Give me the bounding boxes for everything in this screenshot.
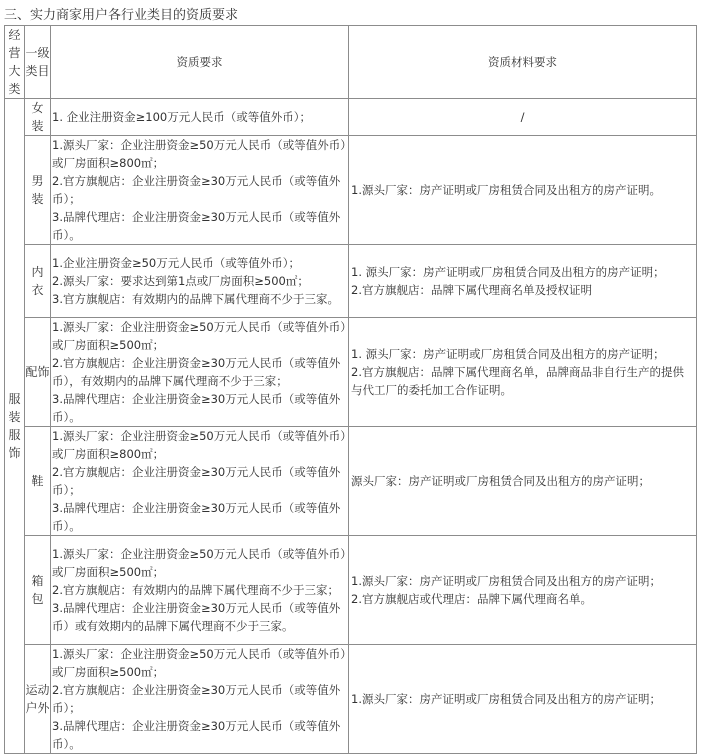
requirement-line: 3.品牌代理店：企业注册资金≥30万元人民币（或等值外币）或有效期内的品牌下属代理商不少于三家。	[52, 601, 341, 633]
subcategory-label: 配饰	[25, 365, 50, 379]
requirements-cell	[51, 427, 349, 536]
qualification-table	[4, 25, 697, 754]
material-line: 1.源头厂家：房产证明或厂房租赁合同及出租方的房产证明；	[351, 574, 661, 588]
requirement-line: 3.品牌代理店：企业注册资金≥30万元人民币（或等值外币）。	[52, 210, 341, 242]
materials-cell	[349, 645, 697, 754]
subcategory-label: 运动户外	[25, 683, 50, 715]
header-requirements: 资质要求	[51, 26, 349, 99]
requirement-line: 1.源头厂家：企业注册资金≥50万元人民币（或等值外币）或厂房面积≥800㎡；	[52, 138, 346, 170]
subcategory-cell	[25, 645, 51, 754]
table-row	[5, 136, 697, 245]
table-row	[5, 318, 697, 427]
subcategory-cell	[25, 136, 51, 245]
requirement-line: 2.源头厂家：要求达到第1点或厂房面积≥500㎡；	[52, 274, 309, 288]
requirement-line: 2.官方旗舰店：企业注册资金≥30万元人民币（或等值外币）；	[52, 465, 341, 497]
materials-cell	[349, 245, 697, 318]
requirements-cell	[51, 318, 349, 427]
material-line: 2.官方旗舰店或代理店：品牌下属代理商名单。	[351, 592, 592, 606]
subcategory-cell	[25, 318, 51, 427]
material-line: 2.官方旗舰店：品牌下属代理商名单，品牌商品非自行生产的提供与代工厂的委托加工合作证明。	[351, 365, 684, 397]
requirement-line: 3.品牌代理店：企业注册资金≥30万元人民币（或等值外币）。	[52, 392, 341, 424]
materials-cell	[349, 136, 697, 245]
table-row	[5, 536, 697, 645]
requirement-line: 1.企业注册资金≥50万元人民币（或等值外币）；	[52, 256, 300, 270]
requirement-line: 3.品牌代理店：企业注册资金≥30万元人民币（或等值外币）。	[52, 501, 341, 533]
requirement-line: 1. 企业注册资金≥100万元人民币（或等值外币）；	[52, 110, 311, 124]
material-line: 1. 源头厂家：房产证明或厂房租赁合同及出租方的房产证明；	[351, 265, 665, 279]
header-subcategory-label: 一级类目	[25, 46, 50, 78]
material-line: 1.源头厂家：房产证明或厂房租赁合同及出租方的房产证明。	[351, 183, 661, 197]
materials-cell	[349, 427, 697, 536]
header-category	[5, 26, 25, 99]
requirement-line: 1.源头厂家：企业注册资金≥50万元人民币（或等值外币）或厂房面积≥500㎡；	[52, 547, 346, 579]
header-materials: 资质材料要求	[349, 26, 697, 99]
header-category-label: 经营大类	[8, 28, 21, 96]
requirement-line: 2.官方旗舰店：企业注册资金≥30万元人民币（或等值外币）；	[52, 683, 341, 715]
subcategory-cell	[25, 427, 51, 536]
material-line: /	[520, 110, 525, 124]
subcategory-cell	[25, 245, 51, 318]
table-body	[5, 26, 697, 754]
category-label: 服装服饰	[8, 392, 21, 460]
materials-cell	[349, 318, 697, 427]
requirement-line: 3.官方旗舰店：有效期内的品牌下属代理商不少于三家。	[52, 292, 339, 306]
requirements-cell	[51, 645, 349, 754]
header-row	[5, 26, 697, 99]
materials-cell	[349, 536, 697, 645]
section-title: 三、实力商家用户各行业类目的资质要求	[4, 8, 239, 23]
subcategory-cell	[25, 536, 51, 645]
materials-cell	[349, 99, 697, 136]
subcategory-label: 男装	[31, 174, 44, 206]
requirements-cell	[51, 136, 349, 245]
requirements-cell	[51, 99, 349, 136]
requirement-line: 1.源头厂家：企业注册资金≥50万元人民币（或等值外币）或厂房面积≥800㎡；	[52, 429, 346, 461]
material-line: 源头厂家：房产证明或厂房租赁合同及出租方的房产证明；	[351, 474, 650, 488]
requirement-line: 2.官方旗舰店：企业注册资金≥30万元人民币（或等值外币）；	[52, 174, 341, 206]
requirement-line: 2.官方旗舰店：企业注册资金≥30万元人民币（或等值外币），有效期内的品牌下属代理商不少于三家；	[52, 356, 341, 388]
requirements-cell	[51, 536, 349, 645]
table-row	[5, 645, 697, 754]
table-row	[5, 245, 697, 318]
category-cell	[5, 99, 25, 754]
requirement-line: 1.源头厂家：企业注册资金≥50万元人民币（或等值外币）或厂房面积≥500㎡；	[52, 647, 346, 679]
subcategory-label: 鞋	[31, 474, 44, 488]
requirement-line: 1.源头厂家：企业注册资金≥50万元人民币（或等值外币）或厂房面积≥500㎡；	[52, 320, 346, 352]
material-line: 1.源头厂家：房产证明或厂房租赁合同及出租方的房产证明；	[351, 692, 661, 706]
requirement-line: 3.品牌代理店：企业注册资金≥30万元人民币（或等值外币）。	[52, 719, 341, 751]
subcategory-label: 箱包	[31, 574, 44, 606]
requirements-cell	[51, 245, 349, 318]
header-subcategory	[25, 26, 51, 99]
requirement-line: 2.官方旗舰店：有效期内的品牌下属代理商不少于三家；	[52, 583, 339, 597]
table-row	[5, 99, 697, 136]
material-line: 1. 源头厂家：房产证明或厂房租赁合同及出租方的房产证明；	[351, 347, 665, 361]
table-row	[5, 427, 697, 536]
material-line: 2.官方旗舰店：品牌下属代理商名单及授权证明	[351, 283, 592, 297]
subcategory-cell	[25, 99, 51, 136]
subcategory-label: 女装	[31, 101, 44, 133]
subcategory-label: 内衣	[31, 265, 44, 297]
